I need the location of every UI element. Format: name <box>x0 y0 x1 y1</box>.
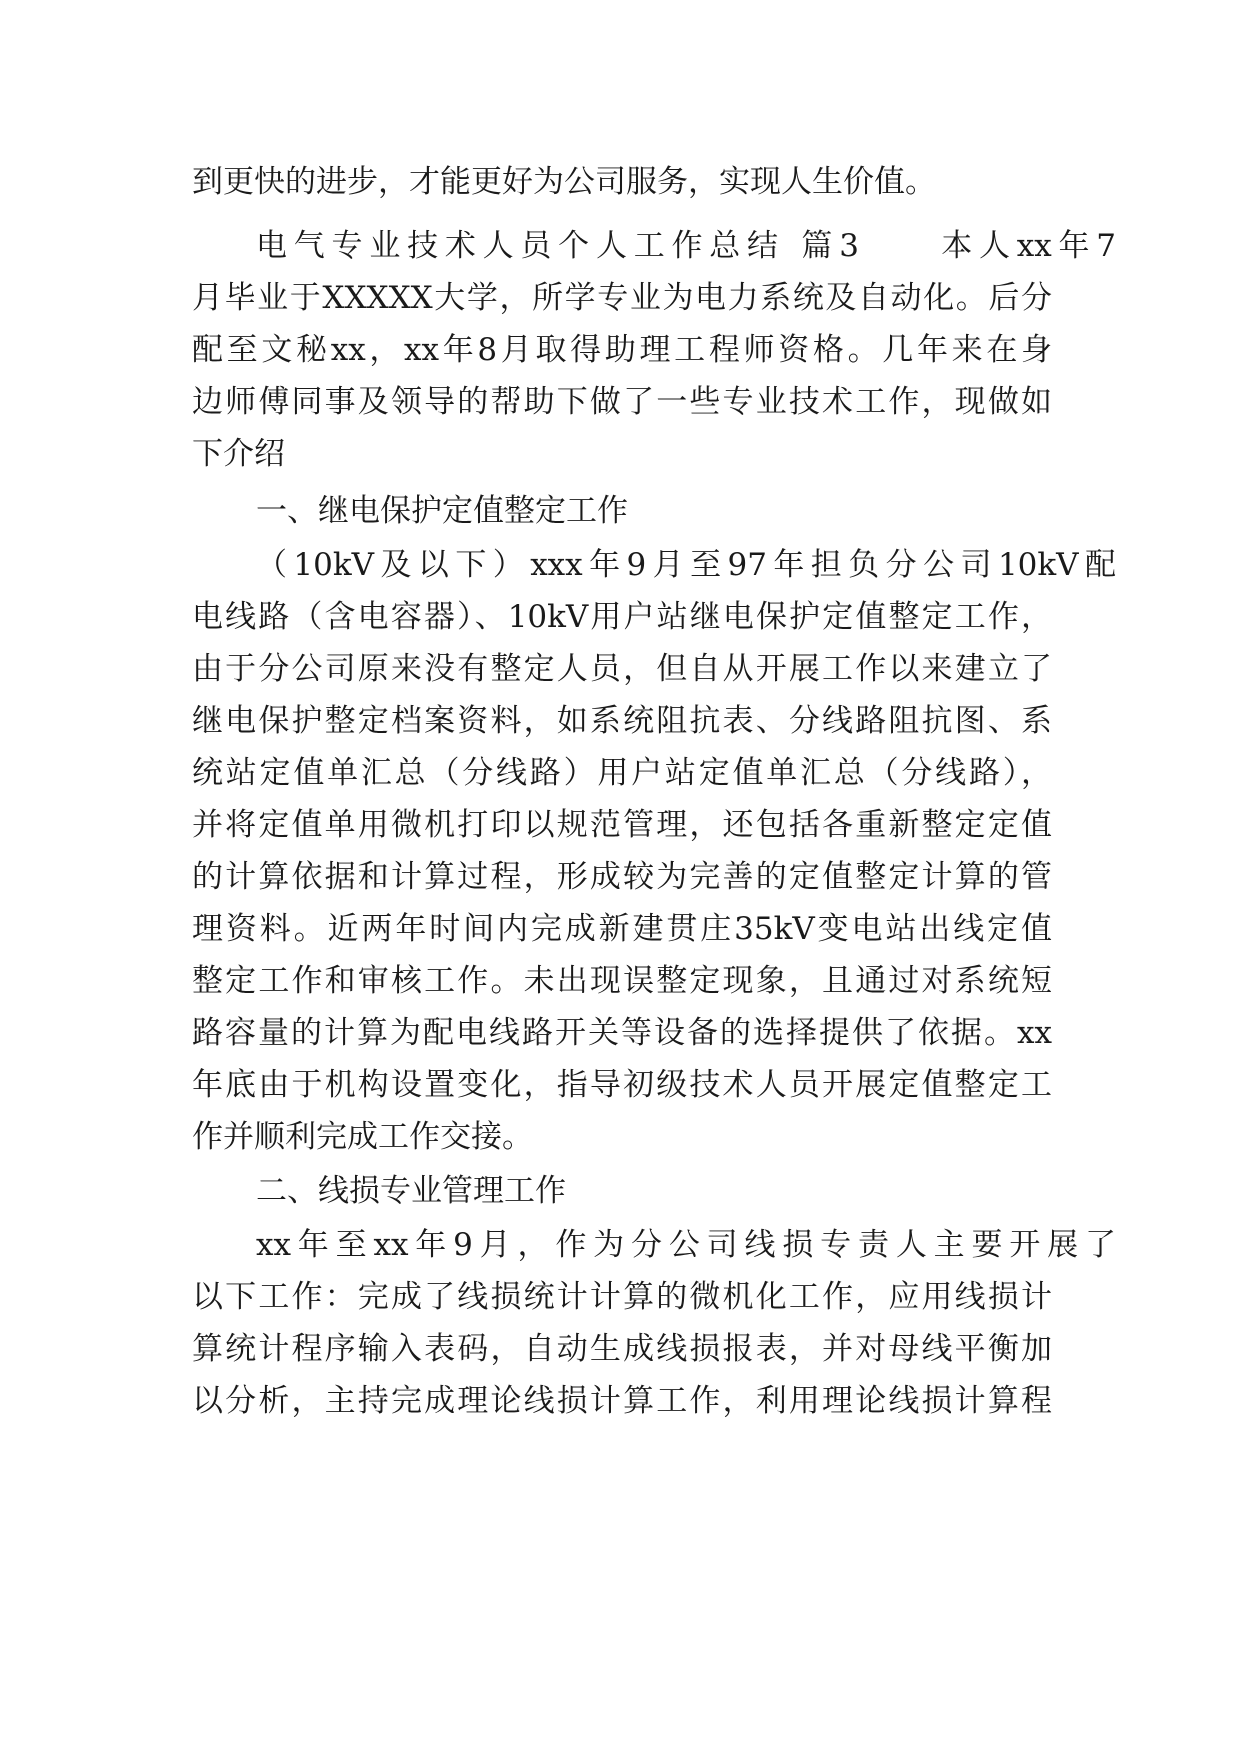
text-line: 配至文秘xx，xx年8月取得助理工程师资格。几年来在身 <box>192 332 1052 368</box>
text-line: 由于分公司原来没有整定人员，但自从开展工作以来建立了 <box>192 651 1052 687</box>
text-line: （10kV及以下）xxx年9月至97年担负分公司10kV配 <box>256 547 1116 583</box>
text-line: 整定工作和审核工作。未出现误整定现象，且通过对系统短 <box>192 963 1052 999</box>
text-line: 作并顺利完成工作交接。 <box>192 1119 533 1155</box>
text-line: 电线路（含电容器）、10kV用户站继电保护定值整定工作， <box>192 599 1052 635</box>
text-line: 边师傅同事及领导的帮助下做了一些专业技术工作，现做如 <box>192 384 1052 420</box>
text-line: 以分析，主持完成理论线损计算工作，利用理论线损计算程 <box>192 1383 1052 1419</box>
text-line: 并将定值单用微机打印以规范管理，还包括各重新整定定值 <box>192 807 1052 843</box>
text-line: 路容量的计算为配电线路开关等设备的选择提供了依据。xx <box>192 1015 1052 1051</box>
text-line: 理资料。近两年时间内完成新建贯庄35kV变电站出线定值 <box>192 911 1052 947</box>
section-heading: 一、继电保护定值整定工作 <box>256 493 628 529</box>
text-line: 到更快的进步，才能更好为公司服务，实现人生价值。 <box>192 164 936 200</box>
text-line: 算统计程序输入表码，自动生成线损报表，并对母线平衡加 <box>192 1331 1052 1367</box>
section-heading: 二、线损专业管理工作 <box>256 1173 566 1209</box>
text-line: 月毕业于XXXXX大学，所学专业为电力系统及自动化。后分 <box>192 280 1052 316</box>
text-line: 的计算依据和计算过程，形成较为完善的定值整定计算的管 <box>192 859 1052 895</box>
text-line: 统站定值单汇总（分线路）用户站定值单汇总（分线路）， <box>192 755 1052 791</box>
text-line: 下介绍 <box>192 436 285 472</box>
text-line: 电气专业技术人员个人工作总结 篇3 本人xx年7 <box>256 228 1116 264</box>
text-line: 年底由于机构设置变化，指导初级技术人员开展定值整定工 <box>192 1067 1052 1103</box>
text-line: 继电保护整定档案资料，如系统阻抗表、分线路阻抗图、系 <box>192 703 1052 739</box>
text-line: xx年至xx年9月，作为分公司线损专责人主要开展了 <box>256 1227 1116 1263</box>
text-line: 以下工作：完成了线损统计计算的微机化工作，应用线损计 <box>192 1279 1052 1315</box>
